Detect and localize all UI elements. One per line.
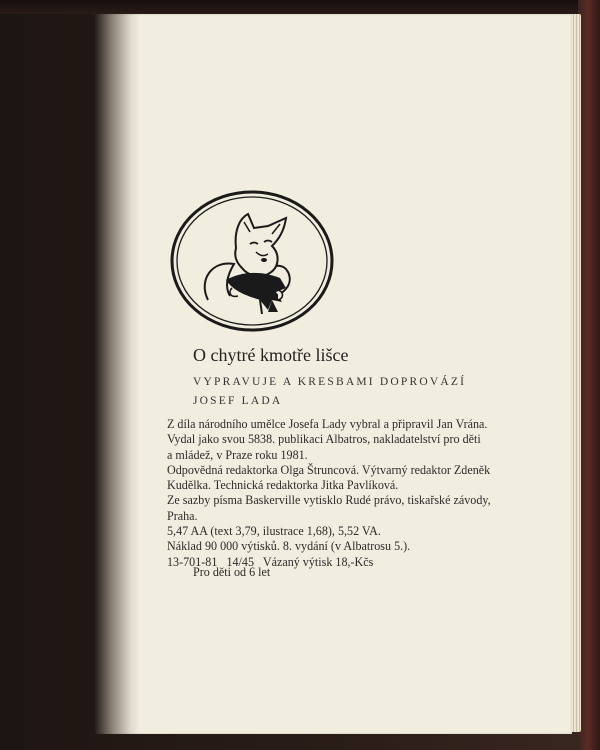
colophon-line: 13-701-81 14/45 Vázaný výtisk 18,-Kčs	[167, 554, 374, 569]
colophon-line: 5,47 AA (text 3,79, ilustrace 1,68), 5,52 VA.	[167, 524, 381, 539]
colophon-line: Kudělka. Technická redaktorka Jitka Pavlíková.	[167, 478, 399, 493]
colophon-line: Vydal jako svou 5838. publikaci Albatros, nakladatelství pro děti	[167, 432, 481, 447]
book-cover-top	[0, 0, 600, 14]
gutter-shadow	[94, 14, 140, 734]
colophon-line: Praha.	[167, 508, 198, 523]
colophon-line: Náklad 90 000 výtisků. 8. vydání (v Albatrosu 5.).	[167, 539, 411, 554]
book-subtitle	[193, 373, 523, 411]
subtitle-line: VYPRAVUJE A KRESBAMI DOPROVÁZÍ	[193, 376, 467, 388]
audience-note: Pro děti od 6 let	[193, 565, 271, 579]
colophon-line: Ze sazby písma Baskerville vytisklo Rudé právo, tiskařské závody,	[167, 493, 491, 508]
book-title: O chytré kmotře lišce	[193, 345, 349, 365]
colophon-line: Odpovědná redaktorka Olga Štruncová. Výtvarný redaktor Zdeněk	[167, 462, 491, 477]
book-cover-edge	[578, 0, 600, 750]
colophon	[167, 417, 512, 570]
author-name: JOSEF LADA	[193, 395, 283, 407]
colophon-line: a mládež, v Praze roku 1981.	[167, 447, 308, 462]
fox-medallion-icon	[168, 188, 336, 334]
colophon-line: Z díla národního umělce Josefa Lady vybral a připravil Jan Vrána.	[167, 417, 488, 431]
